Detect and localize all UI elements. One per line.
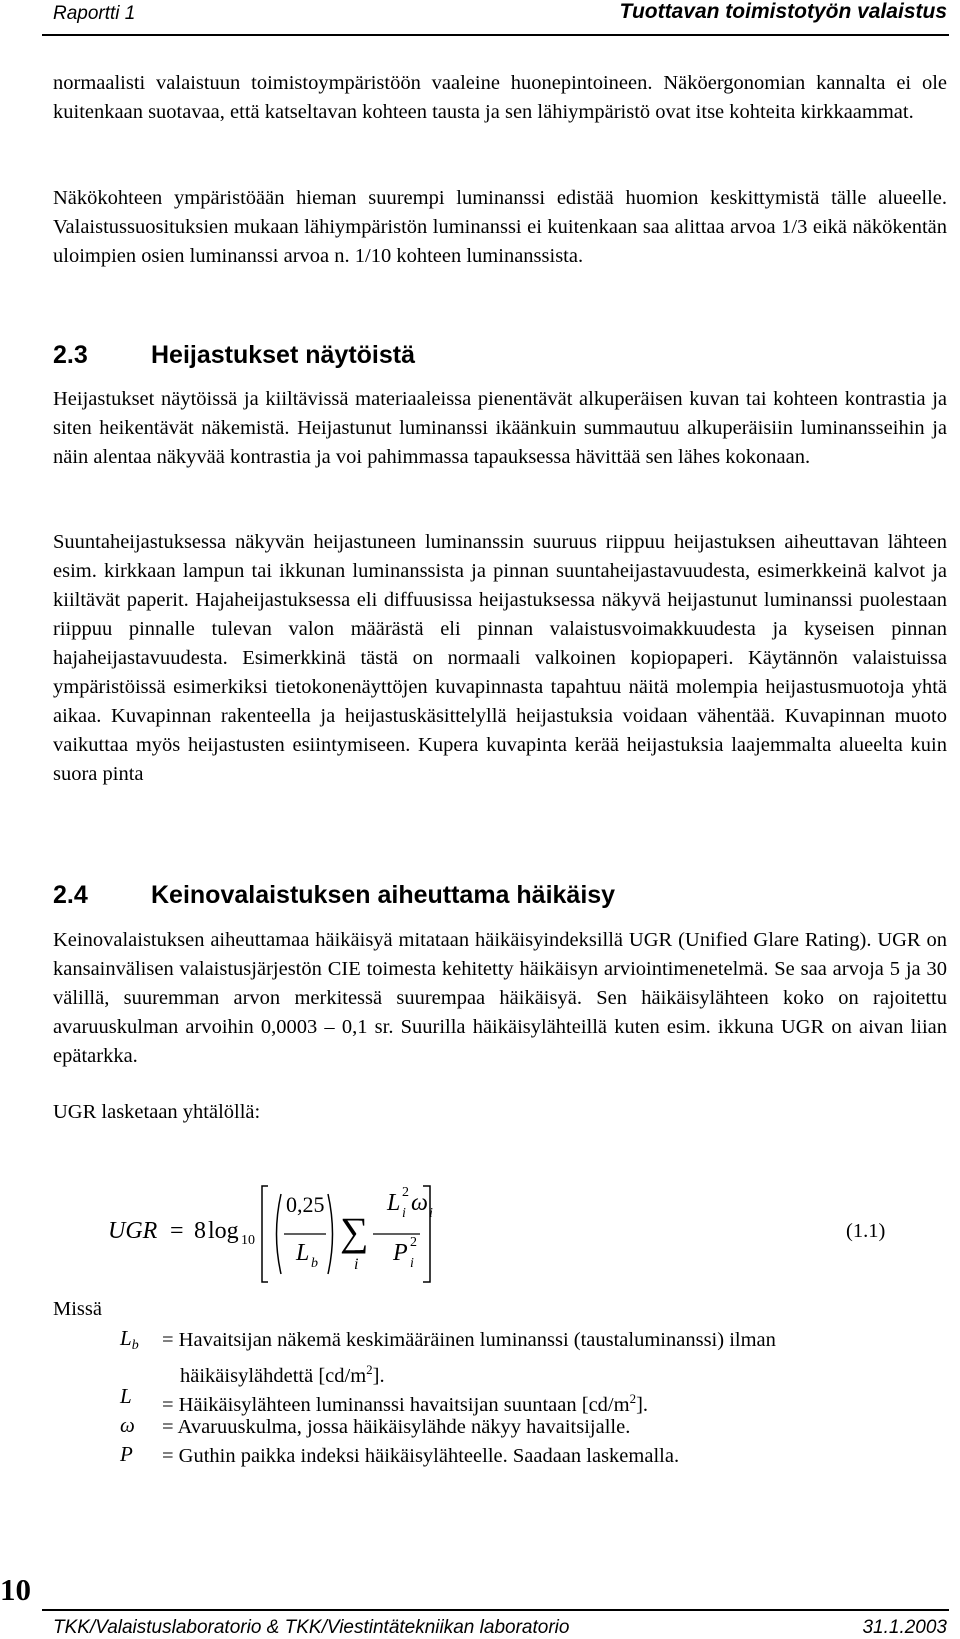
paragraph-4: Suuntaheijastuksessa näkyvän heijastuneen luminanssin suuruus riippuu heijastuksen aiheuttavan lähteen esim. kirkkaan lampun tai ikkunan luminanssista ja pinnan suuntaheijastavuudesta, esimerkkeinä kalvot ja kiiltävät paperit. Hajaheijastuksessa eli diffuusissa heijastuksessa näkyvä heijastunut luminanssi puolestaan riippuu pinnalle tulevan valon määrästä eli pinnan valaistusvoimakkuudesta ja kyseisen pinnan hajaheijastavuudesta. Esimerkkinä tästä on normaali valkoinen kopiopaperi. Käytännön valaistuissa ympäristöissä esimerkiksi tietokonenäyttöjen kuvapinnasta tapahtuu näitä molempia heijastusmuotoja yhtä aikaa. Kuvapinnan rakenteella ja heijastuskäsittelyllä heijastuksia voidaan vähentää. Kuvapinnan muoto vaikuttaa myös heijastusten esiintymiseen. Kupera kuvapinta kerää heijastuksia laajemmalta alueelta kuin suora pinta (53, 531, 947, 785)
header-rule (42, 34, 949, 36)
eq-frac2-L: L (387, 1190, 401, 1216)
ugr-equation (53, 1180, 947, 1290)
paragraph-5: Keinovalaistuksen aiheuttamaa häikäisyä mitataan häikäisyindeksillä UGR (Unified Glare Rating). UGR on kansainvälisen valaistusjärjestön CIE toimesta kehitetty häikäisyn arviointimenetelmä. Se saa arvoja 5 ja 30 välillä, suuremman arvon merkitessä suurempaa häikäisyä. Sen häikäisylähteen koko on rajoitettu avaruuskulman arvoihin 0,0003 – 0,1 sr. Suurilla häikäisylähteillä kuten esim. ikkuna UGR on aivan liian epätarkka. (53, 929, 947, 1067)
section-title: Heijastukset näytöistä (151, 341, 415, 369)
section-title: Keinovalaistuksen aiheuttama häikäisy (151, 881, 616, 909)
paragraph-2: Näkökohteen ympäristöään hieman suurempi luminanssi edistää huomion keskittymistä tälle alueelle. Valaistussuosituksien mukaan lähiympäristön luminanssi ei kuitenkaan saa alittaa arvoa 1/3 eikä näkökentän uloimpien osien luminanssi arvoa n. 1/10 kohteen luminanssista. (53, 187, 947, 267)
report-label: Raportti 1 (53, 3, 136, 24)
eq-equals: = (170, 1218, 184, 1244)
eq-frac2-L-sup: 2 (402, 1185, 409, 1200)
symbol-sub-b: b (131, 1338, 139, 1353)
text-part: ]. (636, 1393, 649, 1416)
def-symbol-omega: ω (120, 1413, 135, 1437)
equation-number: (1.1) (846, 1220, 886, 1242)
paragraph-6: UGR lasketaan yhtälöllä: (53, 1101, 261, 1123)
eq-frac2-omega-sub: i (429, 1206, 433, 1221)
def-text-P: = Guthin paikka indeksi häikäisylähteelle. Saadaan laskemalla. (162, 1445, 680, 1467)
text-part: = Häikäisylähteen luminanssi havaitsijan suuntaan [cd/m (162, 1393, 630, 1416)
eq-sum-icon: ∑ (340, 1209, 369, 1254)
footer-date: 31.1.2003 (862, 1617, 947, 1638)
def-text-Lb-line1: = Havaitsijan näkemä keskimääräinen luminanssi (taustaluminanssi) ilman (162, 1329, 776, 1351)
page-number: 10 (0, 1572, 31, 1607)
eq-frac1-den-sub: b (311, 1256, 318, 1271)
paragraph-3: Heijastukset näytöissä ja kiiltävissä materiaaleissa pienentävät alkuperäisen kuvan tai kohteen kontrastia ja siten heikentävät näkemistä. Heijastunut luminanssi ikäänkuin summautuu alkuperäisiin luminansseihin ja näin alentaa näkyvää kontrastia ja voi pahimmassa tapauksessa hävittää sen lähes kokonaan. (53, 388, 947, 468)
footer-rule (42, 1609, 949, 1611)
def-symbol-Lb (120, 1326, 139, 1351)
eq-frac2-P-sup: 2 (410, 1235, 417, 1250)
section-heading-2-4 (53, 880, 615, 910)
def-symbol-L: L (120, 1384, 132, 1408)
paragraph-1: normaalisti valaistuun toimistoympäristöön vaaleine huonepintoineen. Näköergonomian kannalta ei ole kuitenkaan suotavaa, että katseltavan kohteen tausta ja sen lähiympäristö ovat itse kohteita kirkkaammat. (53, 72, 947, 123)
section-number: 2.4 (53, 881, 88, 909)
section-number: 2.3 (53, 341, 88, 369)
text-part: ]. (372, 1364, 385, 1387)
page-header (53, 0, 947, 32)
eq-log: log (208, 1218, 239, 1244)
def-symbol-P: P (120, 1442, 133, 1466)
superscript: 2 (366, 1362, 373, 1377)
eq-frac2-omega: ω (411, 1190, 428, 1216)
eq-frac1-numerator: 0,25 (286, 1192, 325, 1217)
eq-frac2-L-sub: i (402, 1206, 406, 1221)
superscript: 2 (629, 1391, 637, 1406)
eq-log-base: 10 (241, 1233, 255, 1248)
eq-frac2-P-sub: i (410, 1256, 414, 1271)
text-part: häikäisylähdettä [cd/m (180, 1364, 367, 1387)
document-title: Tuottavan toimistotyön valaistus (619, 0, 947, 23)
eq-lhs: UGR (108, 1218, 158, 1244)
eq-coefficient: 8 (194, 1218, 206, 1244)
section-heading-2-3 (53, 340, 415, 370)
footer-institution: TKK/Valaistuslaboratorio & TKK/Viestintätekniikan laboratorio (53, 1617, 570, 1638)
eq-sum-index: i (354, 1256, 359, 1273)
eq-frac1-denominator: L (296, 1240, 310, 1266)
definitions-label: Missä (53, 1298, 102, 1320)
symbol-L: L (120, 1326, 132, 1350)
def-text-omega: = Avaruuskulma, jossa häikäisylähde näkyy havaitsijalle. (162, 1416, 631, 1438)
eq-frac2-P: P (393, 1240, 408, 1266)
